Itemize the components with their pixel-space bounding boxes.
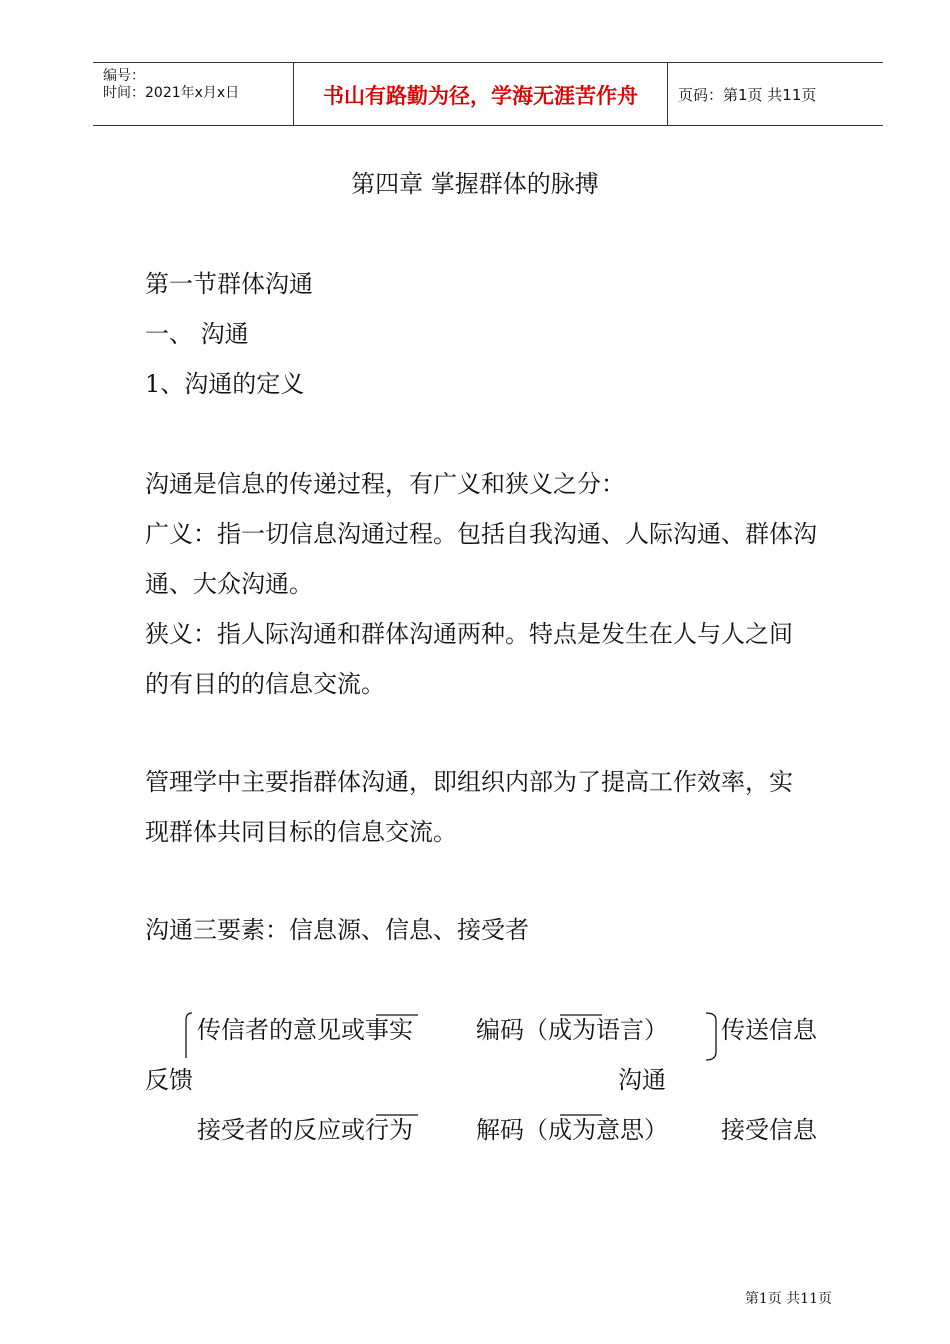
- diagram-encode: 编码（成为语言）: [476, 1016, 668, 1044]
- diagram-receive: 接受信息: [721, 1116, 817, 1144]
- header-page-info: 页码：第1页 共11页: [678, 86, 817, 104]
- diagram-feedback: 反馈: [145, 1066, 193, 1094]
- diagram-sender-view: 传信者的意见或事实: [197, 1016, 413, 1044]
- diagram-decode: 解码（成为意思）: [476, 1116, 668, 1144]
- motto-text: 书山有路勤为径，学海无涯苦作舟: [323, 84, 638, 108]
- paragraph-management-line2: 现群体共同目标的信息交流。: [145, 818, 457, 846]
- paragraph-narrow-line1: 狭义：指人际沟通和群体沟通两种。特点是发生在人与人之间: [145, 620, 793, 648]
- page-footer: 第1页 共11页: [744, 1291, 832, 1307]
- diagram-transmit: 传送信息: [721, 1016, 817, 1044]
- heading-level-1: 一、 沟通: [145, 320, 249, 348]
- section-heading: 第一节群体沟通: [145, 270, 313, 298]
- heading-definition: 1、沟通的定义: [145, 370, 305, 398]
- paragraph-broad-line1: 广义：指一切信息沟通过程。包括自我沟通、人际沟通、群体沟: [145, 520, 817, 548]
- chapter-title: 第四章 掌握群体的脉搏: [351, 170, 599, 198]
- paragraph-intro: 沟通是信息的传递过程，有广义和狭义之分：: [145, 470, 625, 498]
- serial-number-label: 编号：: [103, 68, 145, 84]
- paragraph-three-elements: 沟通三要素：信息源、信息、接受者: [145, 916, 529, 944]
- time-label: 时间：2021年x月x日: [103, 85, 240, 101]
- right-bracket: [706, 1013, 716, 1060]
- paragraph-broad-line2: 通、大众沟通。: [145, 570, 313, 598]
- paragraph-narrow-line2: 的有目的的信息交流。: [145, 670, 385, 698]
- left-bracket: [186, 1013, 192, 1058]
- diagram-communication: 沟通: [618, 1066, 666, 1094]
- paragraph-management-line1: 管理学中主要指群体沟通，即组织内部为了提高工作效率，实: [145, 768, 793, 796]
- diagram-receiver-reaction: 接受者的反应或行为: [197, 1116, 413, 1144]
